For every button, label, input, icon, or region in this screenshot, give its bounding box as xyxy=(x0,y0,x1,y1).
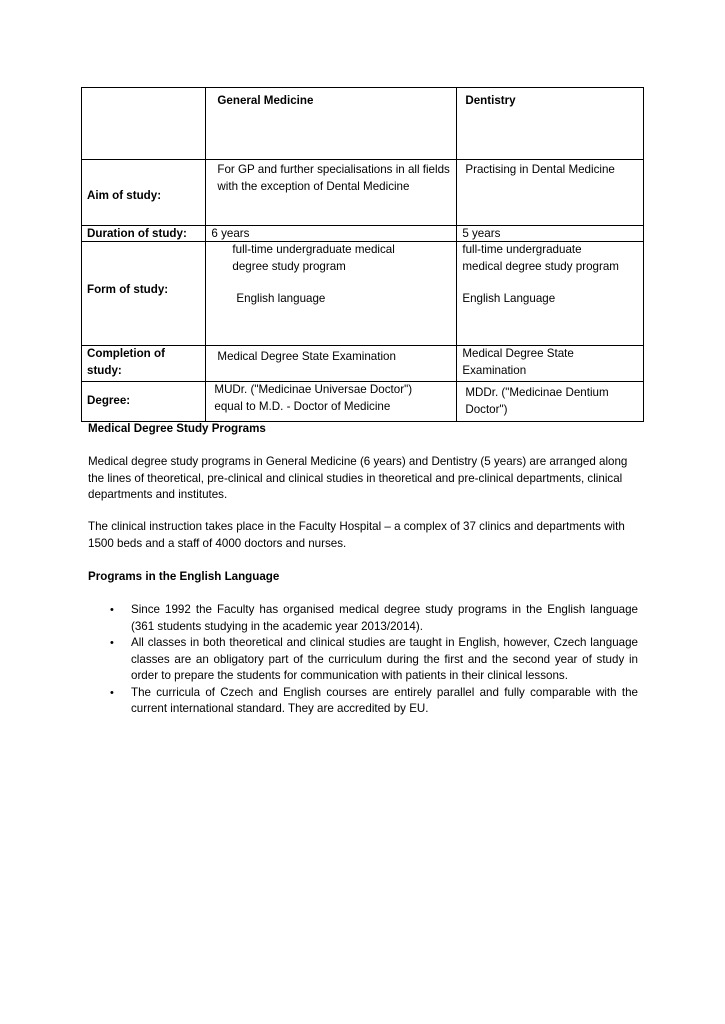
section-heading-english-programs: Programs in the English Language xyxy=(88,570,280,583)
table-row-degree xyxy=(82,382,644,422)
form-general-line1: full-time undergraduate medical xyxy=(232,243,395,256)
table-row-completion xyxy=(82,346,644,382)
list-item: • The curricula of Czech and English courses are entirely parallel and fully comparable with the current international standard. They are accredited by EU. xyxy=(110,685,638,715)
degree-general-line2: equal to M.D. - Doctor of Medicine xyxy=(214,399,391,413)
degree-label: Degree: xyxy=(82,382,206,422)
header-dentistry: Dentistry xyxy=(457,88,644,160)
bullet-icon: • xyxy=(110,686,114,699)
bullet-icon: • xyxy=(110,604,114,616)
degree-dentistry-line1: MDDr. ("Medicinae Dentium xyxy=(465,386,609,399)
duration-dentistry: 5 years xyxy=(457,226,644,242)
duration-general: 6 years xyxy=(206,226,457,242)
degree-dentistry xyxy=(457,382,644,422)
completion-label: Completion of study: xyxy=(82,346,206,382)
degree-dentistry-line2: Doctor") xyxy=(465,402,508,416)
form-dentistry-language: English Language xyxy=(462,292,556,305)
form-general-line2: degree study program xyxy=(232,259,346,273)
table-row-duration xyxy=(82,226,644,242)
duration-label: Duration of study: xyxy=(82,226,206,242)
aim-label: Aim of study: xyxy=(82,160,206,226)
degree-general-line1: MUDr. ("Medicinae Universae Doctor") xyxy=(214,383,413,396)
paragraph-clinical-instruction: The clinical instruction takes place in the Faculty Hospital – a complex of 37 clinics and departments with 1500 beds and a staff of 4000 doctors and nurses. xyxy=(88,520,625,550)
table-row-form xyxy=(82,242,644,346)
form-dentistry xyxy=(457,242,644,346)
form-general-language: English language xyxy=(236,292,326,305)
paragraph-study-programs: Medical degree study programs in General Medicine (6 years) and Dentistry (5 years) are arranged along the lines of theoretical, pre-clinical and clinical studies in theoretical and pre-clinical departments, clinical departments and institutes. xyxy=(88,455,628,501)
form-label: Form of study: xyxy=(82,242,206,346)
completion-general: Medical Degree State Examination xyxy=(206,346,457,382)
completion-dentistry: Medical Degree State Examination xyxy=(457,346,644,382)
degree-general xyxy=(206,382,457,422)
list-item: • Since 1992 the Faculty has organised medical degree study programs in the English language (361 students studying in the academic year 2013/2014). xyxy=(110,603,638,633)
header-empty-cell xyxy=(82,88,206,160)
aim-general: For GP and further specialisations in all fields with the exception of Dental Medicine xyxy=(206,160,457,226)
form-dentistry-line1: full-time undergraduate xyxy=(462,243,582,256)
bullet-icon: • xyxy=(110,637,114,649)
form-dentistry-line2: medical degree study program xyxy=(462,259,619,273)
section-heading-study-programs: Medical Degree Study Programs xyxy=(88,422,266,435)
form-general xyxy=(206,242,457,346)
table-row-aim xyxy=(82,160,644,226)
study-comparison-table xyxy=(81,87,644,422)
list-item: • All classes in both theoretical and clinical studies are taught in English, however, Czech language classes are an obligatory part of the curriculum during the first and the second year of study in order to prepare the students for communication with patients in their clinical lessons. xyxy=(110,636,638,682)
english-programs-list xyxy=(88,602,638,718)
aim-dentistry: Practising in Dental Medicine xyxy=(457,160,644,226)
table-header-row xyxy=(82,88,644,160)
header-general-medicine: General Medicine xyxy=(206,88,457,160)
